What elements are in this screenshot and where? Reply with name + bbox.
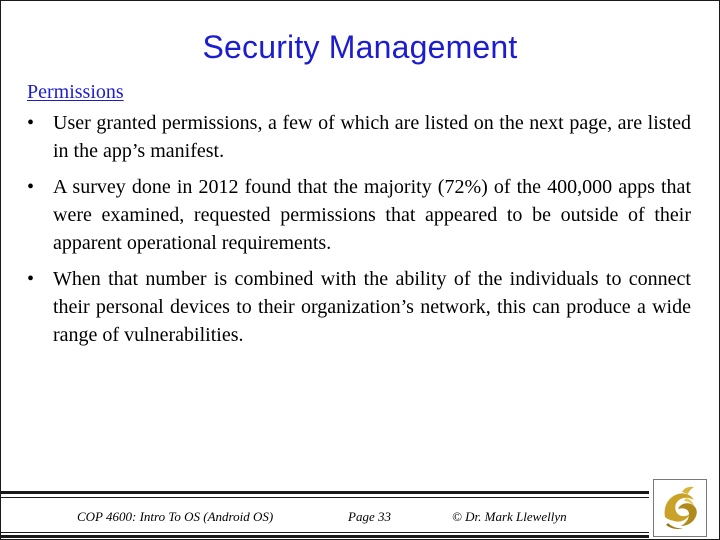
footer-divider-top: [1, 491, 649, 494]
bullet-item: [27, 265, 691, 349]
footer-page-number: Page 33: [348, 509, 391, 524]
bullet-text: A survey done in 2012 found that the majority (72%) of the 400,000 apps that were examined, requested permissions that appeared to be outside of their apparent operational requirements.: [53, 176, 691, 254]
pegasus-logo-icon: [653, 479, 707, 537]
bullet-icon: •: [27, 176, 35, 198]
slide-body: [27, 79, 691, 357]
bullet-item: [27, 109, 691, 165]
bullet-item: [27, 173, 691, 257]
footer-divider-bottom: [1, 535, 649, 538]
bullet-icon: •: [27, 112, 35, 134]
bullet-text: User granted permissions, a few of which are listed on the next page, are listed in the app’s manifest.: [53, 112, 691, 162]
footer-course: COP 4600: Intro To OS (Android OS): [77, 509, 274, 524]
bullet-list: [27, 109, 691, 349]
slide-title: Security Management: [202, 29, 518, 65]
footer-divider-top-thin: [1, 497, 649, 498]
section-heading: Permissions: [27, 81, 124, 103]
bullet-text: When that number is combined with the ability of the individuals to connect their personal devices to their organization’s network, this can produce a wide range of vulnerabilities.: [53, 268, 691, 346]
footer-divider-bottom-thin: [1, 532, 649, 533]
pegasus-logo-graphic: [656, 483, 704, 533]
bullet-icon: •: [27, 268, 35, 290]
footer-copyright: © Dr. Mark Llewellyn: [452, 509, 567, 524]
